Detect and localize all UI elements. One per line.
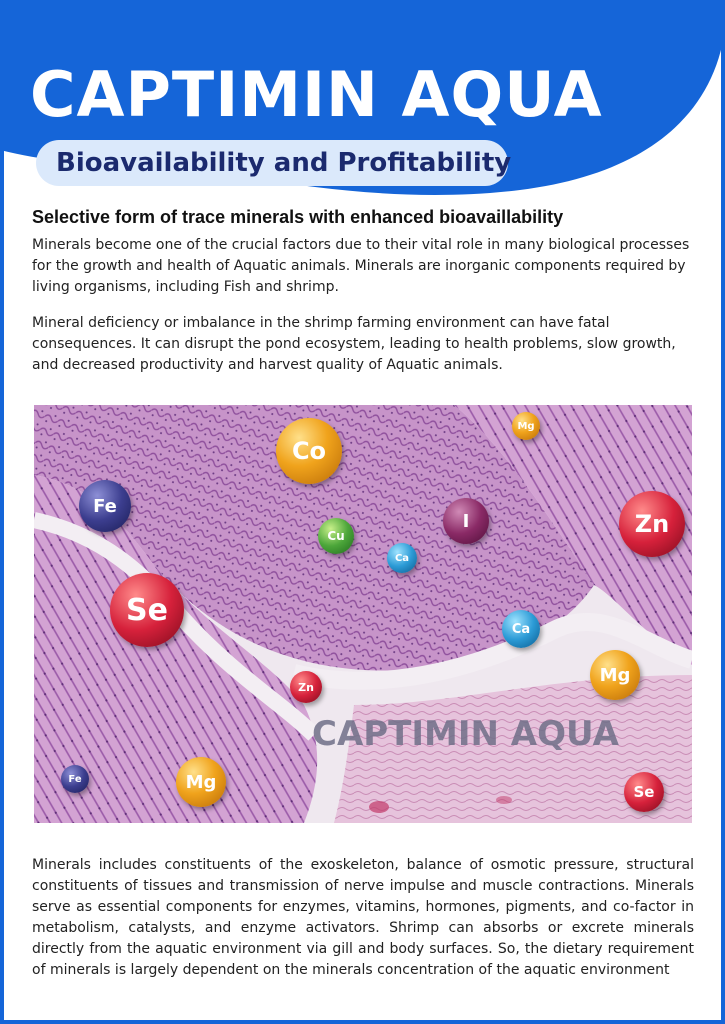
mineral-orb-mg: Mg — [512, 412, 540, 440]
image-watermark: CAPTIMIN AQUA — [312, 714, 619, 754]
functions-paragraph: Minerals includes constituents of the exoskeleton, balance of osmotic pressure, structural constituents of tissues and transmission of nerve impulse and muscle contractions. Minerals serve as essential components for enzymes, vitamins, hormones, pigments, and co-factor in metabolism, catalysts, and enzyme activators. Shrimp can absorbs or excrete minerals directly from the aquatic environment via gill and body surfaces. So, the dietary requirement of minerals is largely dependent on the minerals concentration of the aquatic environment — [32, 857, 694, 978]
mineral-orb-fe: Fe — [79, 480, 131, 532]
mineral-orb-i: I — [443, 498, 489, 544]
mineral-orb-ca: Ca — [502, 610, 540, 648]
mineral-orb-se: Se — [624, 772, 664, 812]
section-subheading: Selective form of trace minerals with enhanced bioavaillability — [32, 207, 564, 227]
brand-title: CAPTIMIN AQUA — [30, 58, 603, 131]
intro-paragraph: Minerals become one of the crucial factors due to their vital role in many biological processes for the growth and health of Aquatic animals. Minerals are inorganic components required by living organisms, including Fish and shrimp. — [32, 237, 690, 295]
mineral-orb-ca: Ca — [387, 543, 417, 573]
mineral-orb-zn: Zn — [290, 671, 322, 703]
tagline: Bioavailability and Profitability — [56, 148, 512, 178]
mineral-orb-zn: Zn — [619, 491, 685, 557]
mineral-orb-mg: Mg — [590, 650, 640, 700]
deficiency-paragraph: Mineral deficiency or imbalance in the shrimp farming environment can have fatal consequences. It can disrupt the pond ecosystem, leading to health problems, slow growth, and decreased productivity and harvest quality of Aquatic animals. — [32, 315, 676, 373]
mineral-orb-fe: Fe — [61, 765, 89, 793]
mineral-orb-mg: Mg — [176, 757, 226, 807]
mineral-orb-cu: Cu — [318, 518, 354, 554]
mineral-orb-se: Se — [110, 573, 184, 647]
mineral-orb-co: Co — [276, 418, 342, 484]
